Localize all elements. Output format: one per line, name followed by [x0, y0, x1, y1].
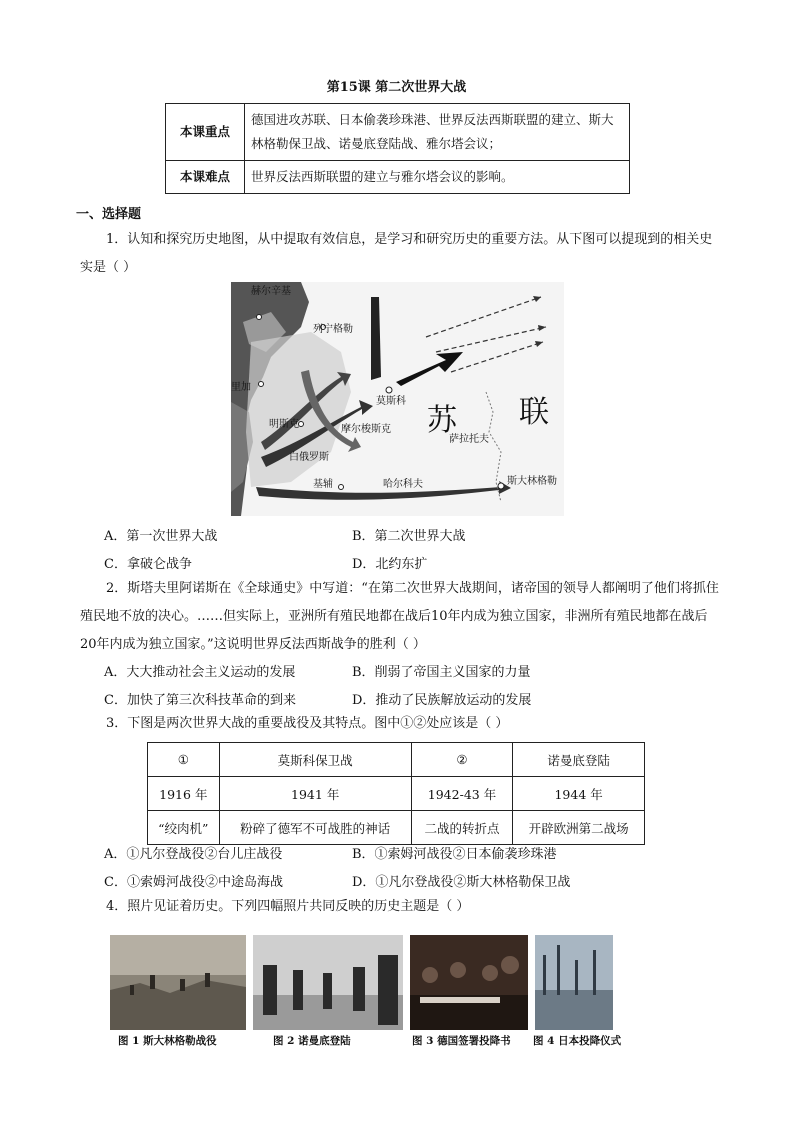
table-row — [148, 811, 645, 845]
section-heading: 一、选择题 — [76, 207, 142, 222]
table-row — [148, 743, 645, 777]
difficulty-label: 本课难点 — [166, 161, 245, 194]
table-cell: 1941 年 — [219, 777, 411, 811]
table-cell: 诺曼底登陆 — [513, 743, 645, 777]
map-label-saratov: 萨拉托夫 — [449, 434, 489, 445]
difficulty-text: 世界反法西斯联盟的建立与雅尔塔会议的影响。 — [245, 161, 630, 194]
table-cell: 1944 年 — [513, 777, 645, 811]
table-cell: 粉碎了德军不可战胜的神话 — [219, 811, 411, 845]
ussr-war-map — [231, 282, 564, 516]
table-cell: 莫斯科保卫战 — [219, 743, 411, 777]
map-label-su: 苏 — [427, 403, 457, 438]
question-3-stem: 3．下图是两次世界大战的重要战役及其特点。图中①②处应该是（ ） — [106, 716, 509, 731]
focus-label: 本课重点 — [166, 104, 245, 161]
q3-option-a[interactable]: A．①凡尔登战役②台儿庄战役 — [104, 847, 283, 862]
lesson-title: 第15课 第二次世界大战 — [326, 80, 467, 95]
table-cell: ② — [411, 743, 513, 777]
q2-option-d[interactable]: D．推动了民族解放运动的发展 — [352, 693, 532, 708]
map-label-kyiv: 基辅 — [313, 479, 333, 490]
focus-text: 德国进攻苏联、日本偷袭珍珠港、世界反法西斯联盟的建立、斯大林格勒保卫战、诺曼底登陆战、雅尔塔会议； — [245, 104, 630, 161]
map-label-mogilev: 摩尔梭斯克 — [341, 424, 391, 435]
question-1-stem: 1．认知和探究历史地图，从中提取有效信息，是学习和研究历史的重要方法。从下图可以提现到的相关史实是（ ） — [80, 232, 713, 275]
table-cell: “绞肉机” — [148, 811, 220, 845]
battles-table — [147, 742, 645, 845]
table-cell: 二战的转折点 — [411, 811, 513, 845]
map-label-riga: 里加 — [231, 382, 251, 393]
map-label-moscow: 莫斯科 — [376, 396, 406, 407]
table-cell: ① — [148, 743, 220, 777]
map-label-minsk: 明斯克 — [269, 419, 299, 430]
q1-option-d[interactable]: D．北约东扩 — [352, 557, 428, 572]
table-row — [148, 777, 645, 811]
q1-option-b[interactable]: B．第二次世界大战 — [352, 529, 466, 544]
photo-japan-surrender — [535, 935, 613, 1030]
photo-germany-surrender — [410, 935, 528, 1030]
map-label-leningrad: 列宁格勒 — [313, 324, 353, 335]
map-label-lian: 联 — [519, 395, 549, 430]
q2-option-b[interactable]: B．削弱了帝国主义国家的力量 — [352, 665, 531, 680]
photo-normandy — [253, 935, 403, 1030]
q2-option-a[interactable]: A．大大推动社会主义运动的发展 — [104, 665, 296, 680]
caption-fig3: 图 3 德国签署投降书 — [412, 1035, 511, 1047]
table-cell: 开辟欧洲第二战场 — [513, 811, 645, 845]
question-2-stem: 2．斯塔夫里阿诺斯在《全球通史》中写道：“在第二次世界大战期间，诸帝国的领导人都阐明了他们将抓住殖民地不放的决心。……但实际上，亚洲所有殖民地都在战后10年内成为独立国家，非洲所有殖民地都在战后20年内成为独立国家。”这说明世界反法西斯战争的胜利（ ） — [80, 581, 719, 652]
map-label-belarus: 白俄罗斯 — [289, 452, 329, 463]
q3-option-b[interactable]: B．①索姆河战役②日本偷袭珍珠港 — [352, 847, 557, 862]
q1-option-c[interactable]: C．拿破仑战争 — [104, 557, 192, 572]
caption-fig4: 图 4 日本投降仪式 — [533, 1035, 622, 1047]
caption-fig2: 图 2 诺曼底登陆 — [273, 1035, 351, 1047]
q1-option-a[interactable]: A．第一次世界大战 — [104, 529, 218, 544]
map-label-kharkiv: 哈尔科夫 — [383, 479, 423, 490]
table-cell: 1942-43 年 — [411, 777, 513, 811]
q3-option-d[interactable]: D．①凡尔登战役②斯大林格勒保卫战 — [352, 875, 571, 890]
q3-option-c[interactable]: C．①索姆河战役②中途岛海战 — [104, 875, 283, 890]
map-graphic — [231, 282, 564, 516]
table-cell: 1916 年 — [148, 777, 220, 811]
q2-option-c[interactable]: C．加快了第三次科技革命的到来 — [104, 693, 296, 708]
caption-fig1: 图 1 斯大林格勒战役 — [118, 1035, 217, 1047]
map-label-stalingrad: 斯大林格勒 — [507, 476, 557, 487]
question-4-stem: 4．照片见证着历史。下列四幅照片共同反映的历史主题是（ ） — [106, 899, 470, 914]
map-label-helsinki: 赫尔辛基 — [251, 286, 291, 297]
photo-stalingrad — [110, 935, 246, 1030]
key-points-table — [165, 103, 630, 194]
